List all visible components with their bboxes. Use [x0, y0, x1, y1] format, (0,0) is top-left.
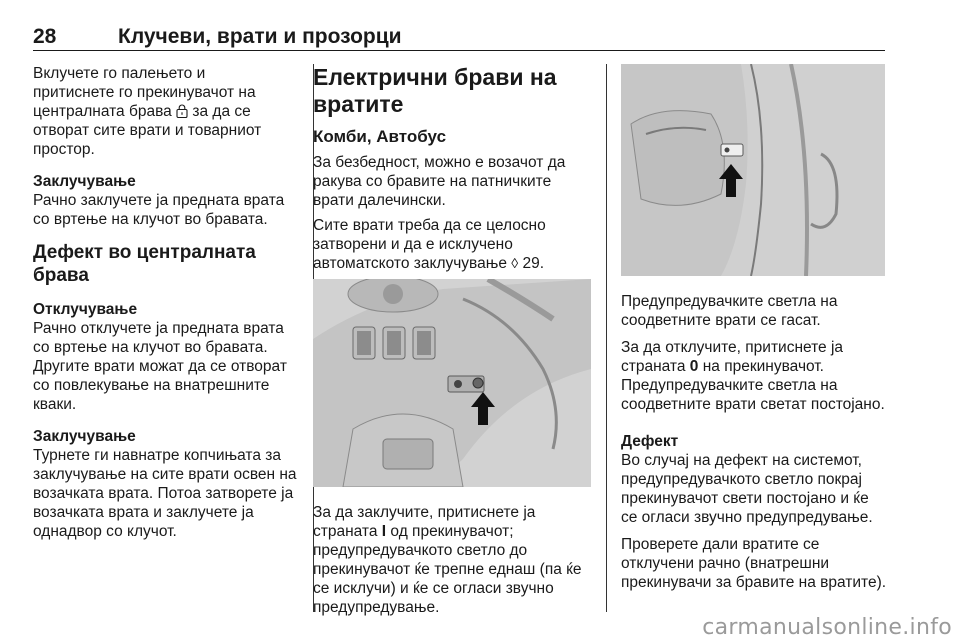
intro-line: простор. — [33, 141, 95, 158]
page-title: Клучеви, врати и прозорци — [118, 25, 402, 48]
column-middle — [313, 64, 595, 273]
page-number: 28 — [33, 25, 57, 48]
close-text: Сите врати треба да се целосно затворени и да е исклучено автоматското заклучување ◊ 29. — [313, 217, 546, 272]
lock2-text: Турнете ги навнатре копчињата за заклучување на сите врати освен на возачката врата. Потоа затворете ја возачката врата и заклучете ја однадвор со клучот. — [33, 447, 297, 540]
intro-line: централната брава за да се — [33, 103, 251, 120]
intro-line: Вклучете го палењето и — [33, 65, 206, 82]
intro-line: отворат сите врати и товарниот — [33, 122, 262, 139]
door-lock-illustration — [621, 64, 885, 276]
figure-caption: За да заклучите, притиснете ја страната I од прекинувачот; предупредувачкото светло до прекинувачот ќе трепне еднаш (па ќе се исклучи) и ќе се огласи звучно предупредување. — [313, 504, 582, 616]
lights-off-text: Предупредувачките светла на соодветните врати се гасат. — [621, 293, 838, 329]
column-left — [33, 64, 301, 541]
dashboard-switch-illustration — [313, 279, 591, 487]
unlock-heading: Отклучување — [33, 301, 138, 318]
watermark: carmanualsonline.info — [702, 615, 952, 640]
unlock-text: Рачно отклучете ја предната врата со вртење на клучот во бравата. Другите врати можат да се отворат со повлекување на внатрешните кваки. — [33, 320, 287, 413]
defect-text: Во случај на дефект на системот, предупредувачкото светло покрај прекинувачот свети постојано и ќе се огласи звучно предупредување. — [621, 452, 873, 526]
page-header — [0, 0, 960, 52]
lock-heading: Заклучување — [33, 173, 136, 190]
section-heading: Електрични брави на вратите — [313, 64, 557, 117]
section-subheading: Комби, Автобус — [313, 127, 447, 146]
page-ref: 29. — [522, 255, 545, 272]
intro-line: притиснете го прекинувачот на — [33, 84, 256, 101]
lock2-heading: Заклучување — [33, 428, 136, 445]
unlock-text: За да отклучите, притиснете ја страната 0 на прекинувачот. Предупредувачките светла на соодветните врати светат постојано. — [621, 339, 885, 413]
safety-text: За безбедност, можно е возачот да ракува со бравите на патничките врати далечински. — [313, 154, 566, 209]
defect-heading: Дефект — [621, 433, 679, 450]
door-lock-drawing — [621, 64, 885, 276]
header-rule — [33, 50, 885, 51]
column-right-text — [621, 292, 889, 592]
dashboard-switch-drawing — [313, 279, 591, 487]
fault-heading: Дефект во централната брава — [33, 242, 256, 286]
column-divider-2 — [606, 64, 607, 612]
check-text: Проверете дали вратите се отклучени рачно (внатрешни прекинувачи за бравите на вратите). — [621, 536, 887, 591]
lock-text: Рачно заклучете ја предната врата со вртење на клучот во бравата. — [33, 192, 285, 228]
page-ref-icon: ◊ — [511, 255, 519, 271]
central-lock-icon — [176, 104, 188, 118]
